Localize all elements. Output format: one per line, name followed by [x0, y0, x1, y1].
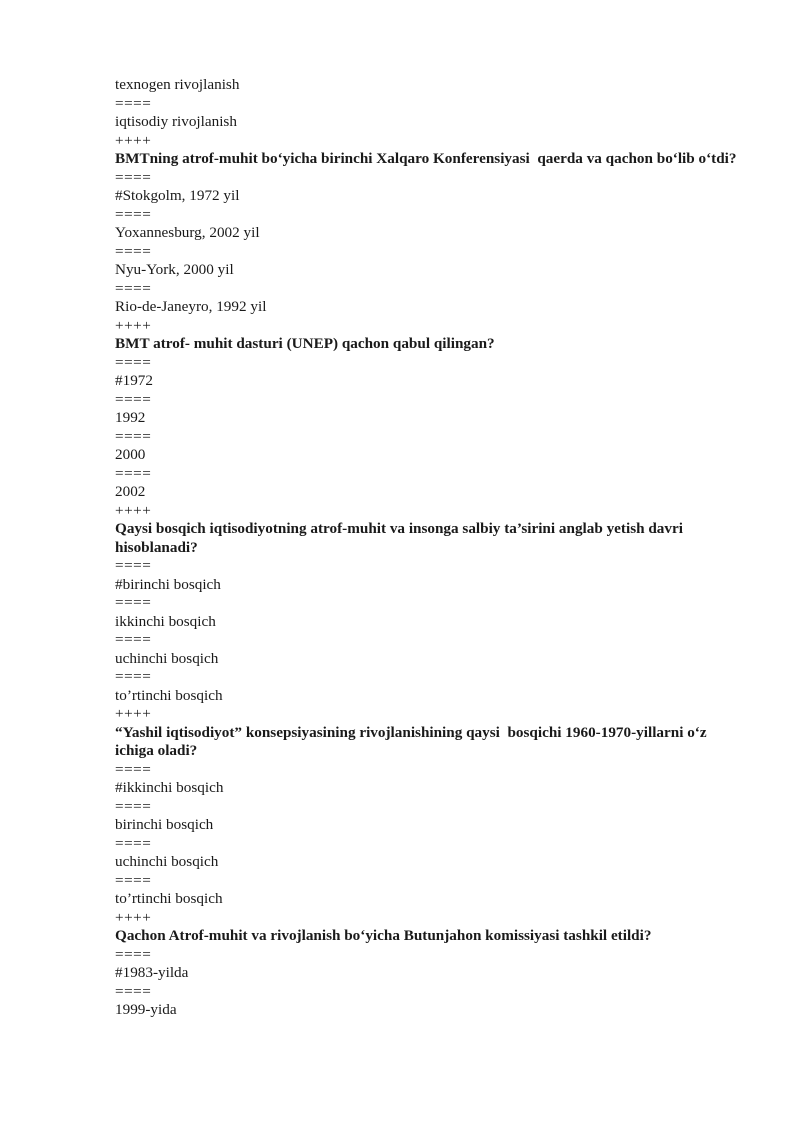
question-text: BMTning atrof-muhit bo‘yicha birinchi Xalqaro Konferensiyasi qaerda va qachon bo‘lib o‘tdi? [115, 150, 737, 167]
document-page [115, 76, 740, 1020]
separator-line: ==== [115, 94, 152, 112]
separator-line: ==== [115, 557, 152, 574]
separator-line: ==== [115, 945, 152, 963]
separator-line: ==== [115, 594, 152, 611]
answer-option: 1992 [115, 409, 146, 426]
answer-option: #1983-yilda [115, 964, 189, 981]
answer-option: #birinchi bosqich [115, 575, 221, 593]
separator-line: ++++ [115, 131, 152, 149]
separator-line: ==== [115, 797, 152, 815]
answer-option: birinchi bosqich [115, 816, 214, 833]
separator-line: ==== [115, 279, 152, 297]
separator-line: ==== [115, 168, 152, 186]
question-text: “Yashil iqtisodiyot” konsepsiyasining rivojlanishining qaysi bosqichi 1960-1970-yillarni o‘z ichiga oladi? [115, 723, 711, 759]
answer-option: 1999-yida [115, 1001, 177, 1018]
separator-line: ++++ [115, 705, 152, 722]
answer-option: iqtisodiy rivojlanish [115, 113, 237, 130]
answer-option: Yoxannesburg, 2002 yil [115, 224, 260, 241]
answer-option: texnogen rivojlanish [115, 76, 240, 93]
answer-option: Rio-de-Janeyro, 1992 yil [115, 298, 267, 315]
answer-option: ikkinchi bosqich [115, 612, 216, 630]
answer-option: 2000 [115, 446, 146, 463]
answer-option: #Stokgolm, 1972 yil [115, 187, 240, 204]
answer-option: 2002 [115, 483, 146, 500]
separator-line: ==== [115, 631, 152, 648]
answer-option: #1972 [115, 372, 153, 389]
separator-line: ==== [115, 353, 152, 371]
answer-option: to’rtinchi bosqich [115, 890, 223, 907]
question-text: Qachon Atrof-muhit va rivojlanish bo‘yicha Butunjahon komissiyasi tashkil etildi? [115, 927, 652, 944]
question-text: Qaysi bosqich iqtisodiyotning atrof-muhit va insonga salbiy ta’sirini anglab yetish davri hisoblanadi? [115, 520, 687, 556]
separator-line: ==== [115, 390, 152, 408]
answer-option: uchinchi bosqich [115, 853, 219, 870]
separator-line: ==== [115, 464, 152, 482]
separator-line: ==== [115, 205, 152, 223]
separator-line: ++++ [115, 501, 152, 519]
answer-option: Nyu-York, 2000 yil [115, 261, 234, 278]
separator-line: ==== [115, 668, 152, 685]
answer-option: uchinchi bosqich [115, 649, 219, 667]
answer-option: to’rtinchi bosqich [115, 686, 223, 704]
question-text: BMT atrof- muhit dasturi (UNEP) qachon qabul qilingan? [115, 335, 495, 352]
answer-option: #ikkinchi bosqich [115, 779, 224, 796]
separator-line: ==== [115, 760, 152, 778]
separator-line: ==== [115, 427, 152, 445]
separator-line: ==== [115, 242, 152, 260]
separator-line: ++++ [115, 316, 152, 334]
separator-line: ++++ [115, 908, 152, 926]
separator-line: ==== [115, 982, 152, 1000]
separator-line: ==== [115, 834, 152, 852]
separator-line: ==== [115, 871, 152, 889]
